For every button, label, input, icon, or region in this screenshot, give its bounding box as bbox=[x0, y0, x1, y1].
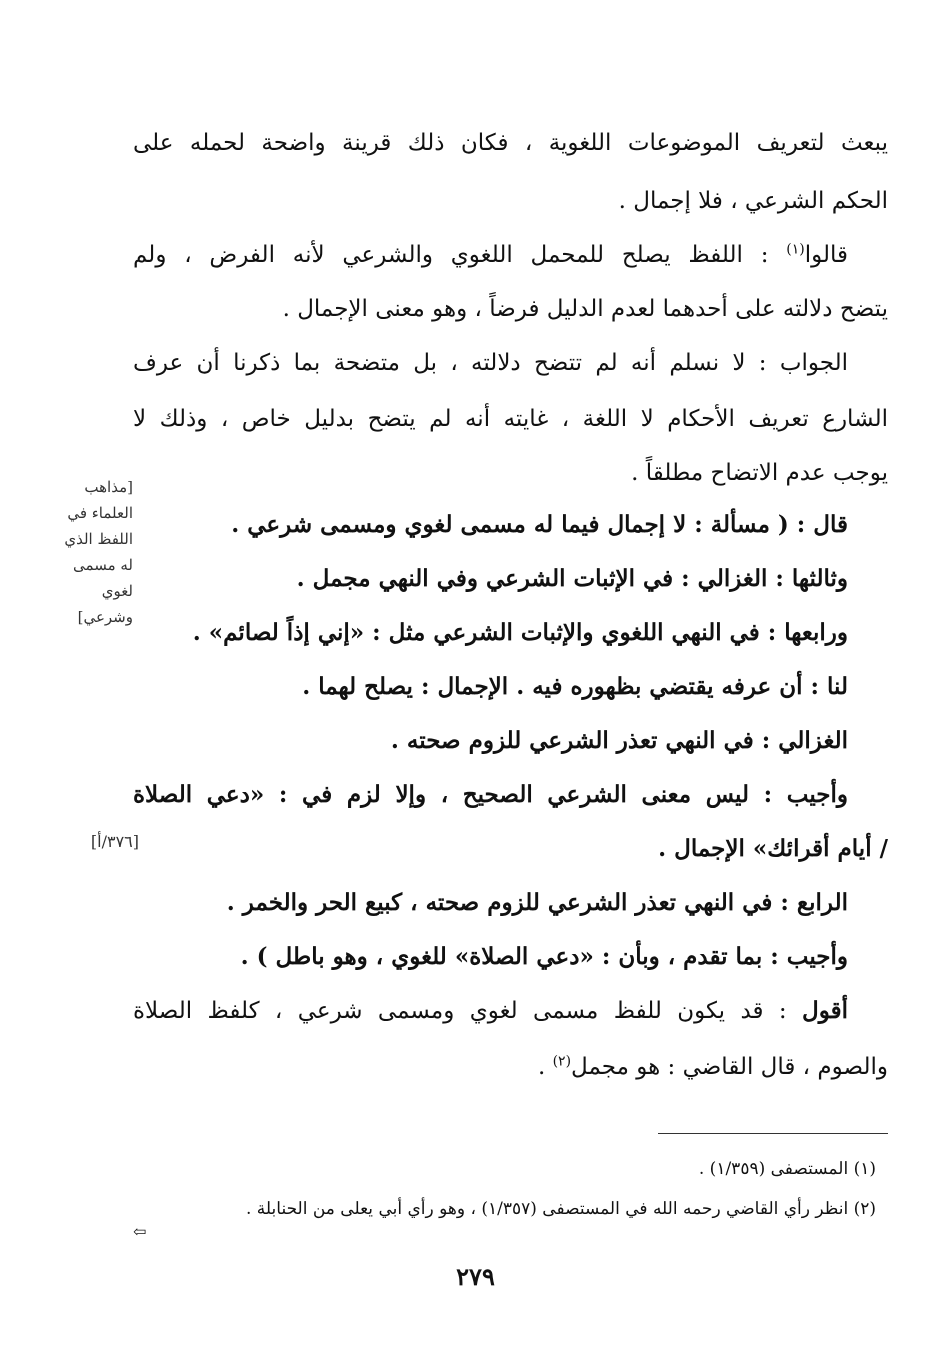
matn-line-3: ورابعها : في النهي اللغوي والإثبات الشرعي مثل : «إني إذاً لصائم» . bbox=[192, 619, 848, 646]
matn-line-1: قال : ( مسألة : لا إجمال فيما له مسمى لغوي ومسمى شرعي . bbox=[231, 511, 848, 538]
continuation-arrow-icon: ⇦ bbox=[133, 1222, 147, 1241]
aqul-line-1 bbox=[133, 996, 888, 1026]
margin-note-line: له مسمى bbox=[73, 556, 133, 574]
margin-note bbox=[58, 474, 133, 630]
said-label: قالوا bbox=[804, 242, 849, 268]
matn-line-9: وأجيب : بما تقدم ، وبأن : «دعي الصلاة» للغوي ، وهو باطل ) . bbox=[240, 943, 848, 970]
aqul-line-2 bbox=[133, 1052, 888, 1082]
footnote-ref-1: (١) bbox=[786, 241, 805, 258]
aqul-text-1: : قد يكون للفظ مسمى لغوي ومسمى شرعي ، كلفظ الصلاة bbox=[133, 998, 787, 1024]
body-line-4: يتضح دلالته على أحدهما لعدم الدليل فرضاً ، وهو معنى الإجمال . bbox=[282, 296, 888, 322]
matn-line-7: / أيام أقرائك» الإجمال . bbox=[658, 835, 888, 862]
manuscript-page-ref: [٣٧٦/أ] bbox=[90, 832, 139, 851]
margin-note-line: [مذاهب bbox=[84, 478, 133, 496]
matn-line-6: وأجيب : ليس معنى الشرعي الصحيح ، وإلا لزم في : «دعي الصلاة bbox=[133, 781, 848, 808]
footnote-1: (١) المستصفى (١/٣٥٩) . bbox=[698, 1159, 876, 1179]
aqul-text-2: والصوم ، قال القاضي : هو مجمل bbox=[571, 1054, 888, 1080]
margin-note-line: لغوي bbox=[101, 582, 133, 600]
footnote-separator bbox=[658, 1133, 888, 1134]
body-line-2: الحكم الشرعي ، فلا إجمال . bbox=[618, 188, 888, 214]
aqul-text-2-end: . bbox=[537, 1054, 546, 1080]
matn-line-2: وثالثها : الغزالي : في الإثبات الشرعي وفي النهي مجمل . bbox=[296, 565, 848, 592]
body-line-6: الشارع تعريف الأحكام لا اللغة ، غايته أنه لم يتضح بدليل خاص ، وذلك لا bbox=[133, 406, 888, 432]
margin-note-line: اللفظ الذي bbox=[64, 530, 133, 548]
body-line-7: يوجب عدم الاتضاح مطلقاً . bbox=[631, 460, 888, 486]
body-line-5: الجواب : لا نسلم أنه لم تتضح دلالته ، بل متضحة بما ذكرنا أن عرف bbox=[133, 350, 848, 376]
margin-note-line: وشرعي] bbox=[77, 608, 133, 626]
aqul-label: أقول bbox=[802, 997, 848, 1024]
matn-line-8: الرابع : في النهي تعذر الشرعي للزوم صحته ، كبيع الحر والخمر . bbox=[226, 889, 848, 916]
matn-line-4: لنا : أن عرفه يقتضي بظهوره فيه . الإجمال : يصلح لهما . bbox=[302, 673, 848, 700]
body-line-1: يبعث لتعريف الموضوعات اللغوية ، فكان ذلك قرينة واضحة لحمله على bbox=[133, 130, 888, 156]
margin-note-line: العلماء في bbox=[67, 504, 133, 522]
body-line-3 bbox=[133, 240, 888, 270]
page-number: ٢٧٩ bbox=[456, 1262, 495, 1291]
matn-line-5: الغزالي : في النهي تعذر الشرعي للزوم صحته . bbox=[390, 727, 848, 754]
footnote-2: (٢) انظر رأي القاضي رحمه الله في المستصفى (١/٣٥٧) ، وهو رأي أبي يعلى من الحنابلة . bbox=[245, 1199, 876, 1219]
footnote-ref-2: (٢) bbox=[552, 1053, 572, 1070]
said-text: : اللفظ يصلح للمحمل اللغوي والشرعي لأنه الفرض ، ولم bbox=[133, 242, 769, 268]
